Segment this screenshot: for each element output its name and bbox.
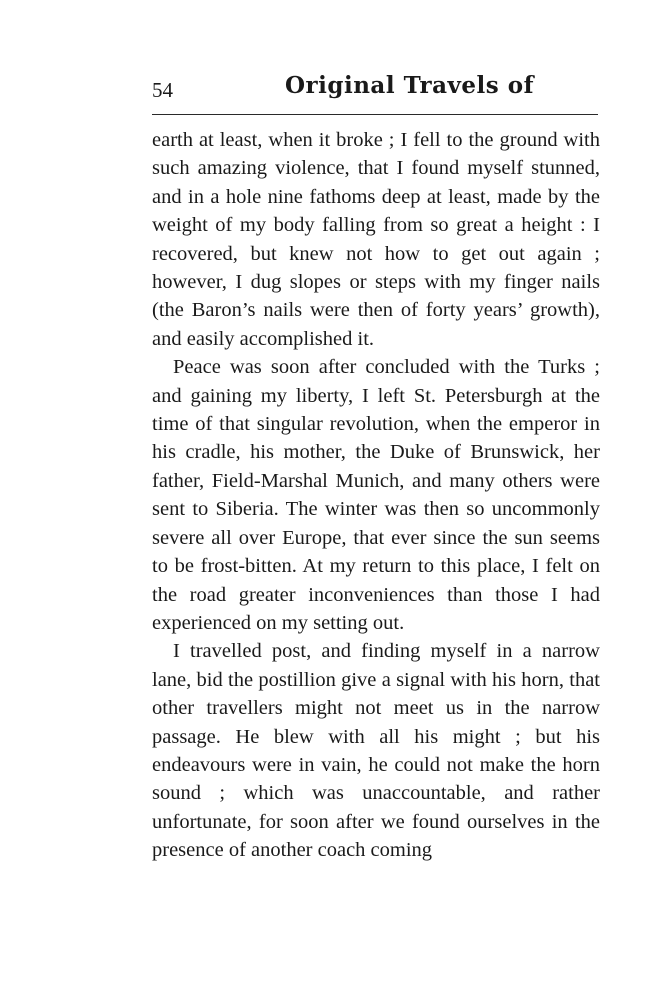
running-head: Original Travels of	[285, 72, 534, 99]
header-rule	[152, 114, 598, 115]
page-header	[152, 72, 600, 112]
paragraph: Peace was soon after concluded with the Turks ; and gaining my liberty, I left St. Petersburgh at the time of that singular revolution, when the emperor in his cradle, his mother, the Duke of Brunswick, her father, Field-Marshal Munich, and many others were sent to Siberia. The winter was then so uncommonly severe all over Europe, that ever since the sun seems to be frost-bitten. At my return to this place, I felt on the road greater inconveniences than those I had experienced on my setting out.	[152, 356, 600, 634]
paragraph: I travelled post, and finding myself in a narrow lane, bid the postillion give a signal with his horn, that other travellers might not meet us in the narrow passage. He blew with all his might ; but his endeavours were in vain, he could not make the horn sound ; which was unaccountable, and rather unfortunate, for soon after we found ourselves in the presence of another coach coming	[152, 640, 600, 862]
body-text	[152, 126, 600, 865]
page-number: 54	[152, 78, 173, 102]
paragraph-continued: earth at least, when it broke ; I fell to the ground with such amazing violence, that I found myself stunned, and in a hole nine fathoms deep at least, made by the weight of my body falling from so great a height : I recovered, but knew not how to get out again ; however, I dug slopes or steps with my finger nails (the Baron’s nails were then of forty years’ growth), and easily accomplished it.	[152, 129, 600, 350]
